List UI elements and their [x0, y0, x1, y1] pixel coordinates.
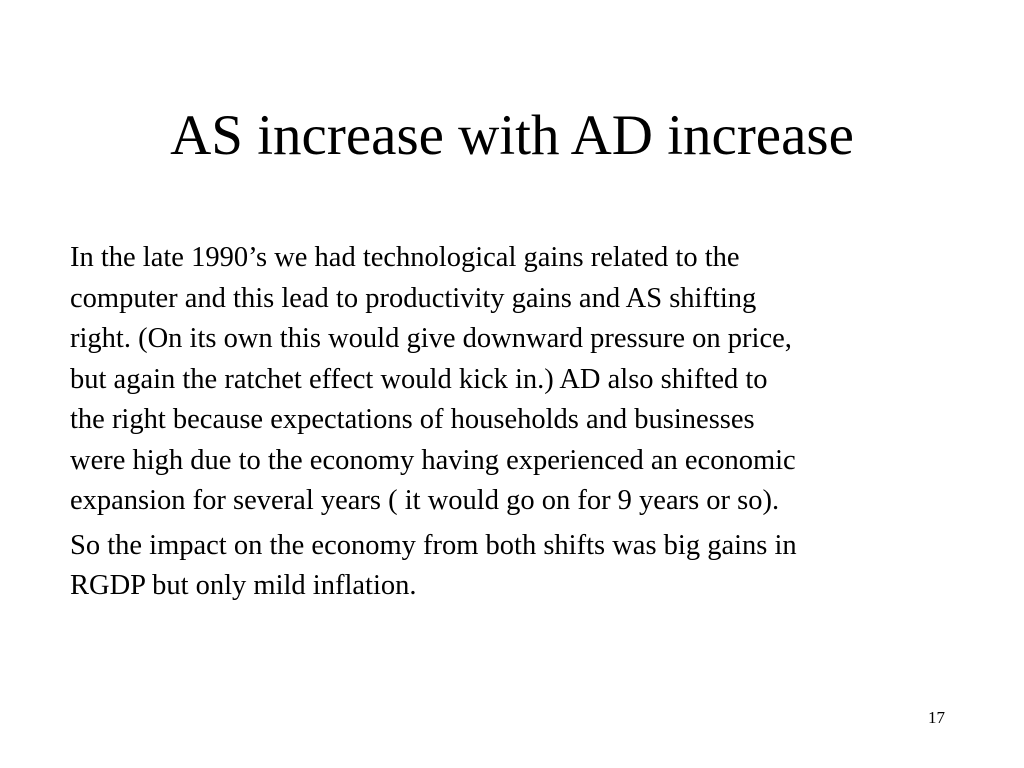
body-line: So the impact on the economy from both shifts was big gains in	[70, 529, 797, 561]
body-line: but again the ratchet effect would kick in.) AD also shifted to	[70, 363, 768, 395]
body-line: the right because expectations of households and businesses	[70, 404, 755, 435]
slide-body	[70, 238, 960, 607]
body-line: expansion for several years ( it would go on for 9 years or so).	[70, 485, 780, 516]
slide-title: AS increase with AD increase	[170, 104, 854, 167]
body-line: were high due to the economy having experienced an economic	[70, 444, 796, 476]
body-line: right. (On its own this would give downward pressure on price,	[70, 323, 792, 354]
body-line: computer and this lead to productivity gains and AS shifting	[70, 282, 757, 314]
body-line: In the late 1990’s we had technological gains related to the	[70, 242, 740, 273]
page-number: 17	[928, 708, 945, 727]
body-paragraph-1	[70, 238, 960, 522]
body-paragraph-2	[70, 526, 960, 607]
body-line: RGDP but only mild inflation.	[70, 570, 417, 601]
